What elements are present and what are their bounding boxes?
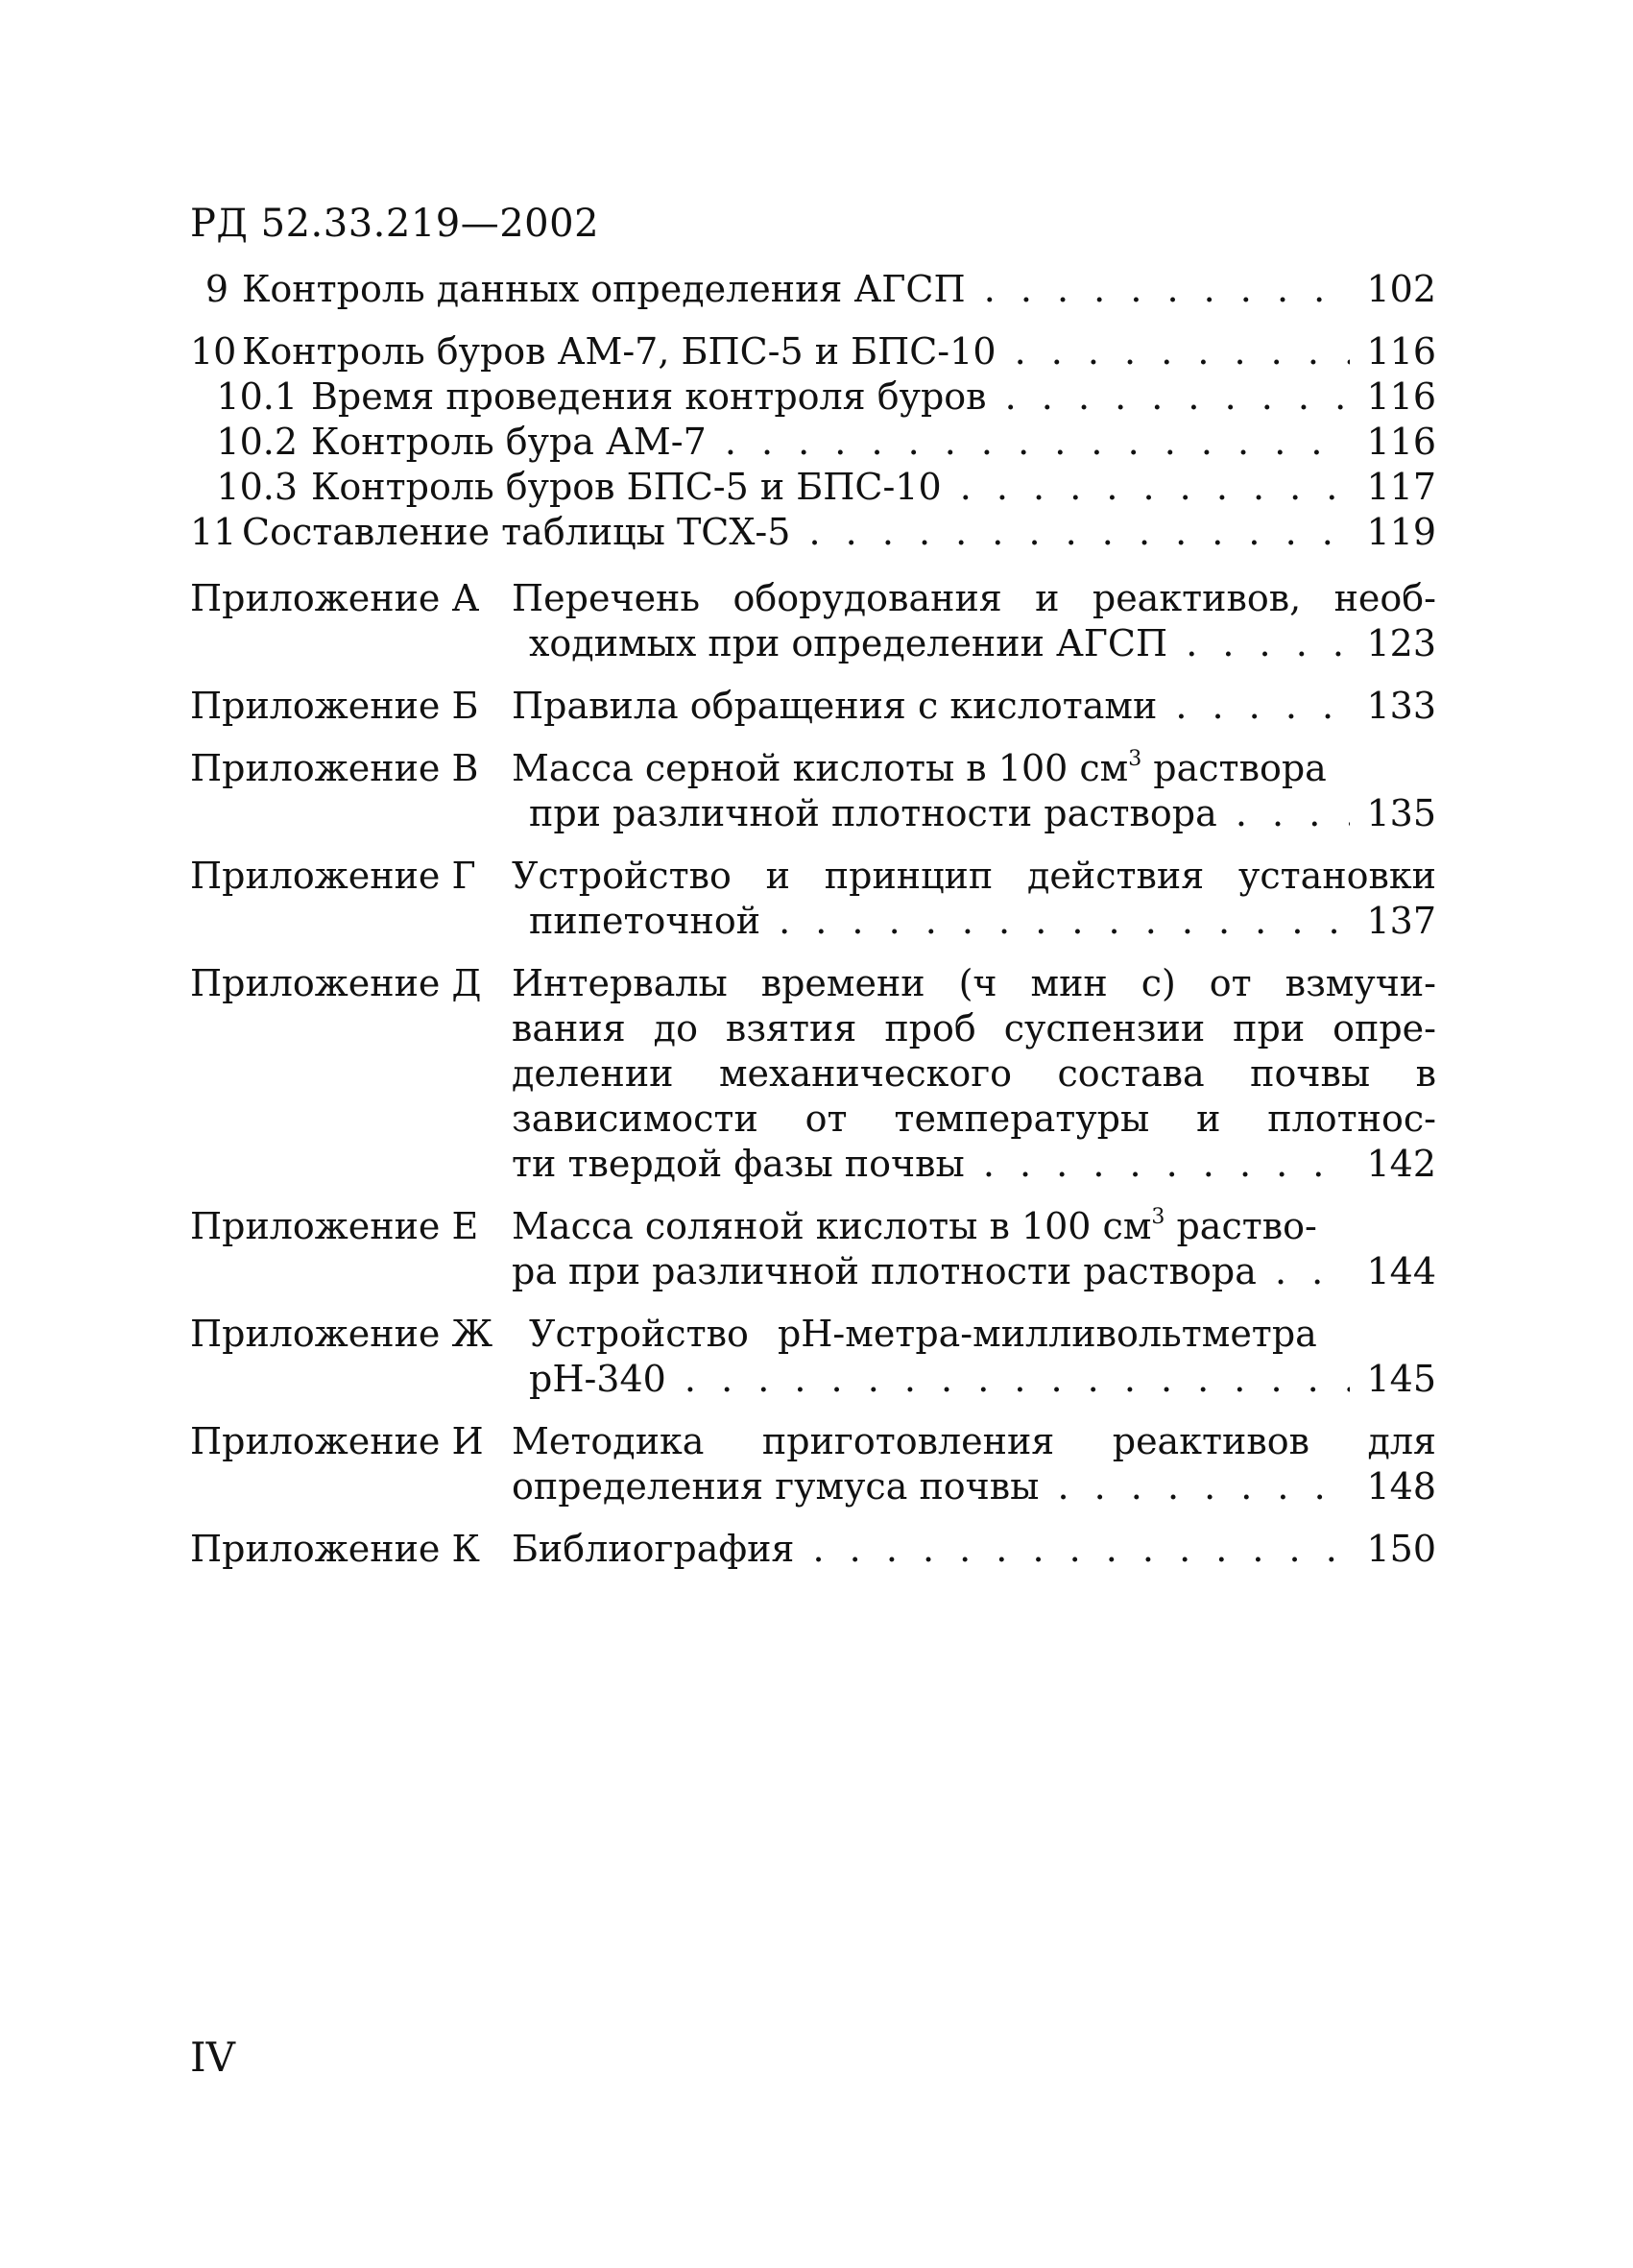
appendix-page: 148 (1366, 1465, 1436, 1508)
toc-title: Контроль бура АМ-7 . . . (311, 420, 1350, 465)
appendix-label: Приложение Г (190, 855, 476, 897)
toc-number: 11 (190, 511, 237, 553)
appendix-i (190, 1419, 1436, 1509)
appendix-title-line: Методика приготовления реактивов для (512, 1420, 1436, 1462)
appendix-title-line: при различной плотности раствора . . . (512, 791, 1350, 836)
toc-page: 119 (1366, 511, 1436, 553)
toc-entry-10-2 (190, 420, 1436, 465)
toc-page: 102 (1366, 268, 1436, 310)
appendix-page: 123 (1366, 622, 1436, 664)
appendix-page: 133 (1366, 685, 1436, 727)
appendix-label: Приложение Б (190, 685, 479, 727)
appendix-title-line: Интервалы времени (ч мин с) от взмучи- (512, 962, 1436, 1004)
appendix-label: Приложение Д (190, 962, 482, 1004)
table-of-contents (190, 267, 1436, 1572)
appendix-a (190, 576, 1436, 666)
toc-entry-10 (190, 329, 1436, 374)
toc-title: Контроль данных определения АГСП . . . (242, 267, 1350, 312)
appendix-title-line: Устройство рН-метра-милливольтметра (529, 1313, 1317, 1355)
appendix-page: 145 (1366, 1358, 1436, 1400)
appendix-label: Приложение В (190, 747, 479, 789)
appendix-v (190, 746, 1436, 836)
appendix-title-line: Устройство и принцип действия установки (512, 855, 1436, 897)
toc-page: 117 (1366, 466, 1436, 508)
toc-title: Контроль буров АМ-7, БПС-5 и БПС-10 . . . (242, 329, 1350, 374)
document-code: РД 52.33.219—2002 (190, 202, 600, 246)
appendix-title-line: ходимых при определении АГСП . . . (512, 621, 1350, 666)
appendix-title-line: Масса серной кислоты в 100 см (512, 747, 1129, 789)
appendix-title-line: Масса соляной кислоты в 100 см (512, 1205, 1152, 1247)
appendix-label: Приложение А (190, 577, 480, 619)
appendix-title-line: раствора (1141, 747, 1327, 789)
appendix-label: Приложение Е (190, 1205, 479, 1247)
toc-title: Время проведения контроля буров . . . (311, 374, 1350, 420)
appendix-title-line: ра при различной плотности раствора . . . (512, 1249, 1350, 1294)
appendix-title-line: рН-340 . . . (512, 1357, 1350, 1402)
page-number: IV (190, 2034, 235, 2081)
appendix-label: Приложение И (190, 1420, 484, 1462)
toc-number: 10.3 (216, 466, 298, 508)
appendix-label: Приложение Ж (190, 1313, 493, 1355)
toc-number: 10.2 (216, 421, 298, 463)
appendix-title-line: Библиография . . . (512, 1527, 1350, 1572)
appendix-title-line: зависимости от температуры и плотнос- (512, 1098, 1436, 1140)
appendix-page: 137 (1366, 900, 1436, 942)
toc-page: 116 (1366, 421, 1436, 463)
toc-entry-9 (190, 267, 1436, 312)
toc-entry-11 (190, 510, 1436, 555)
appendix-b (190, 684, 1436, 729)
appendix-page: 135 (1366, 792, 1436, 834)
appendix-d (190, 961, 1436, 1187)
appendix-g (190, 854, 1436, 944)
appendix-zh (190, 1312, 1436, 1402)
appendix-page: 142 (1366, 1143, 1436, 1185)
toc-page: 116 (1366, 375, 1436, 418)
toc-number: 10.1 (216, 375, 298, 418)
appendix-page: 144 (1366, 1250, 1436, 1292)
appendix-title-line: определения гумуса почвы . . . (512, 1464, 1350, 1509)
appendix-title-line: вания до взятия проб суспензии при опре- (512, 1007, 1436, 1050)
appendix-title-line: пипеточной . . . (512, 899, 1350, 944)
toc-page: 116 (1366, 330, 1436, 373)
appendix-title-line: ти твердой фазы почвы . . . (512, 1142, 1350, 1187)
appendix-e (190, 1204, 1436, 1294)
appendix-title-line: Правила обращения с кислотами . . . (512, 684, 1350, 729)
appendix-k (190, 1527, 1436, 1572)
appendix-title-line: раство- (1165, 1205, 1317, 1247)
toc-entry-10-1 (190, 374, 1436, 420)
toc-entry-10-3 (190, 465, 1436, 510)
appendix-label: Приложение К (190, 1528, 480, 1570)
appendix-title-line: Перечень оборудования и реактивов, необ- (512, 577, 1436, 619)
appendix-page: 150 (1366, 1528, 1436, 1570)
superscript-3: 3 (1128, 747, 1142, 771)
toc-number: 9 (204, 268, 228, 310)
superscript-3: 3 (1151, 1205, 1165, 1229)
toc-title: Составление таблицы ТСХ-5 . . . (242, 510, 1350, 555)
toc-number: 10 (190, 330, 237, 373)
toc-title: Контроль буров БПС-5 и БПС-10 . . . (311, 465, 1350, 510)
appendix-title-line: делении механического состава почвы в (512, 1052, 1436, 1095)
